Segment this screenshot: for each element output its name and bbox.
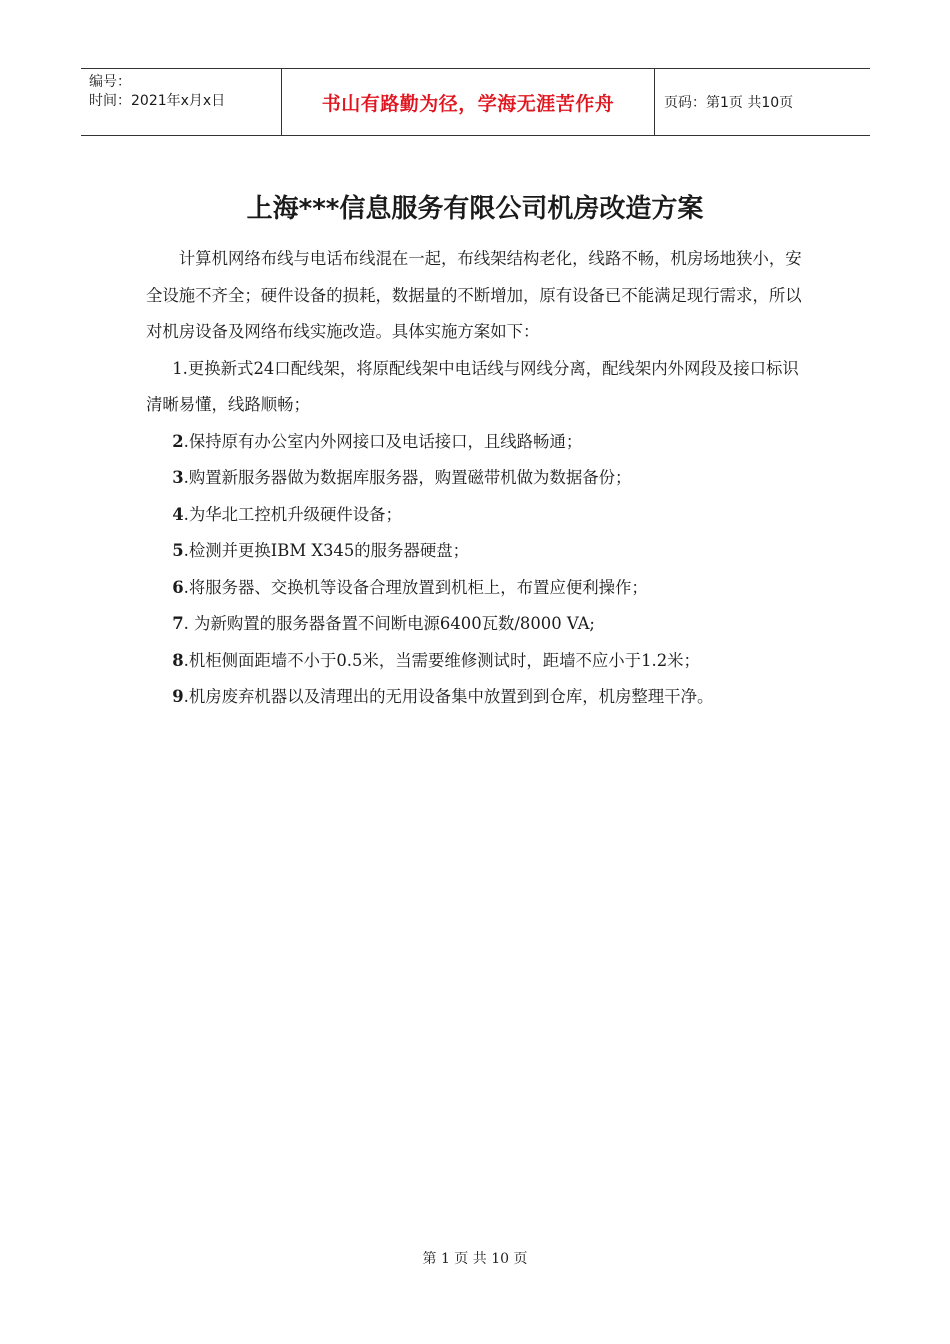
list-item <box>146 643 810 680</box>
header-info-cell <box>81 69 282 135</box>
date-label: 时间：2021年x月x日 <box>89 93 226 109</box>
list-item <box>146 460 810 497</box>
item-text: .保持原有办公室内外网接口及电话接口，且线路畅通； <box>183 431 583 451</box>
header-table <box>81 68 870 136</box>
item-text: . 为新购置的服务器备置不间断电源6400瓦数/8000 VA; <box>183 614 595 633</box>
item-text: .购置新服务器做为数据库服务器，购置磁带机做为数据备份； <box>183 468 632 487</box>
item-text: .机柜侧面距墙不小于0.5米，当需要维修测试时，距墙不应小于1.2米； <box>183 650 700 670</box>
item-text: .将服务器、交换机等设备合理放置到机柜上，布置应便利操作； <box>183 577 648 597</box>
item-text: .为华北工控机升级硬件设备； <box>183 504 402 524</box>
item-text: .机房废弃机器以及清理出的无用设备集中放置到到仓库，机房整理干净。 <box>183 687 714 706</box>
list-item <box>146 606 810 643</box>
header-page-cell <box>655 69 870 135</box>
list-item <box>146 570 810 607</box>
item-number: 5 <box>172 541 184 560</box>
page-info: 页码：第1页 共10页 <box>664 95 794 111</box>
list-item <box>146 351 810 424</box>
page-footer: 第 1 页 共 10 页 <box>422 1251 528 1267</box>
intro-paragraph: 计算机网络布线与电话布线混在一起，布线架结构老化，线路不畅，机房场地狭小，安全设施不齐全；硬件设备的损耗，数据量的不断增加，原有设备已不能满足现行需求，所以对机房设备及网络布线实施改造。具体实施方案如下： <box>146 249 802 341</box>
list-item <box>146 497 810 534</box>
item-text: .检测并更换IBM X345的服务器硬盘； <box>183 541 470 560</box>
serial-number-label: 编号： <box>89 74 131 90</box>
document-body <box>146 241 810 716</box>
list-item <box>146 679 810 716</box>
item-text: .更换新式24口配线架，将原配线架中电话线与网线分离，配线架内外网段及接口标识清晰易懂，线路顺畅； <box>146 358 799 414</box>
item-number: 3 <box>172 468 184 487</box>
item-number: 4 <box>172 504 184 524</box>
item-number: 8 <box>172 650 184 670</box>
item-number: 1 <box>172 358 183 378</box>
motto-text: 书山有路勤为径，学海无涯苦作舟 <box>321 92 615 115</box>
item-number: 6 <box>172 577 184 597</box>
list-item <box>146 533 810 570</box>
item-number: 9 <box>172 687 184 706</box>
item-number: 7 <box>172 614 184 633</box>
header-motto-cell <box>282 69 655 135</box>
document-title: 上海***信息服务有限公司机房改造方案 <box>246 194 704 224</box>
list-item <box>146 424 810 461</box>
item-number: 2 <box>172 431 184 451</box>
